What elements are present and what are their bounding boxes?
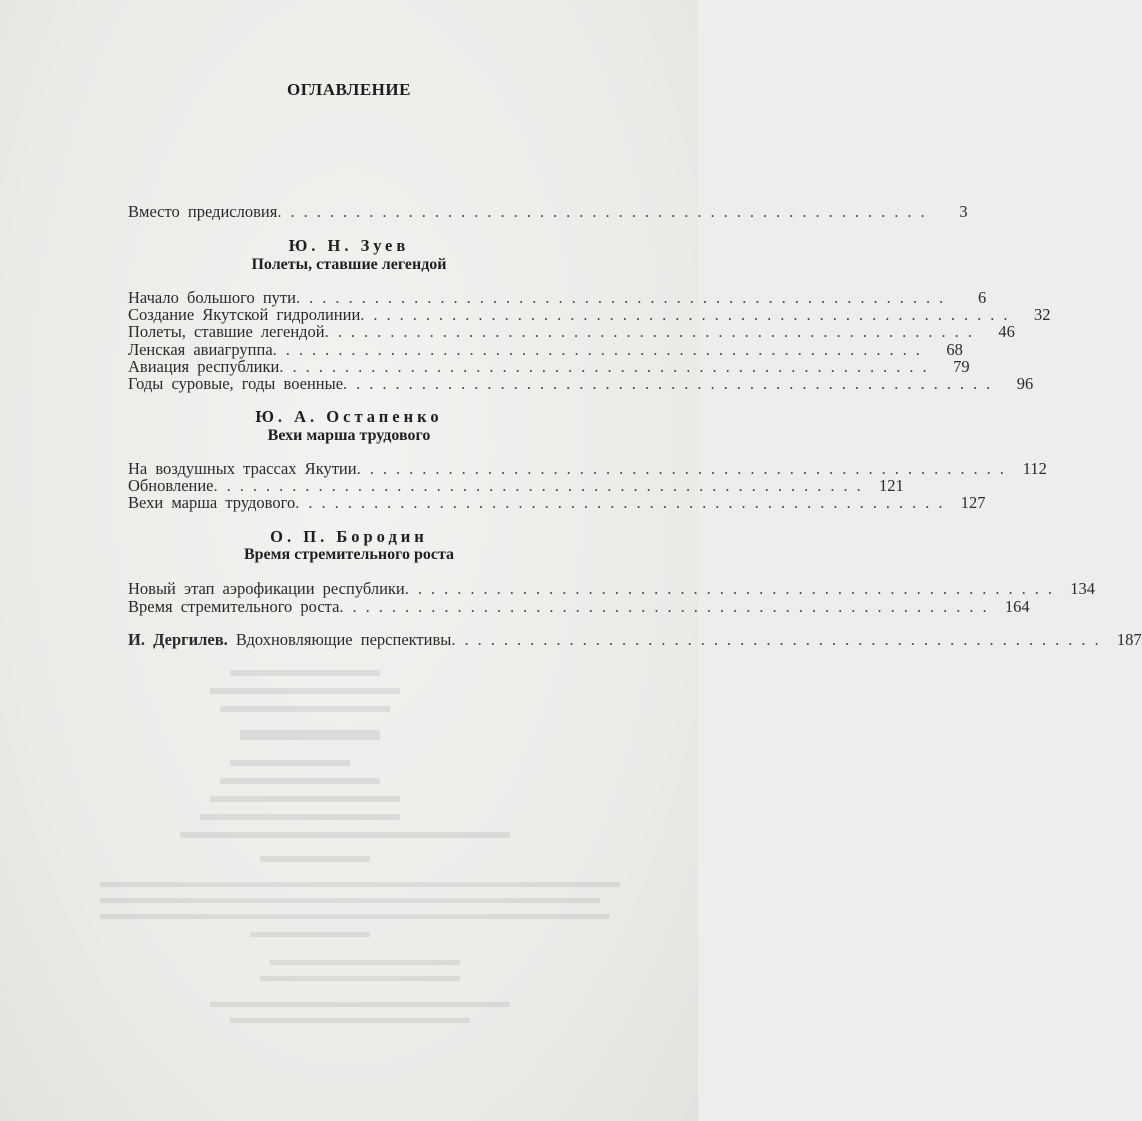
dot-leader: .................................................. bbox=[295, 288, 953, 307]
toc-entry bbox=[128, 579, 1095, 598]
toc-entry-page: 3 bbox=[959, 202, 968, 221]
section-title: Время стремительного роста bbox=[243, 546, 455, 563]
toc-entry bbox=[128, 493, 986, 512]
dot-leader: .................................................. bbox=[339, 597, 996, 616]
dot-leader: .................................................. bbox=[451, 630, 1108, 649]
section-author: Ю. А. Остапенко bbox=[255, 407, 443, 426]
dot-leader: .................................................. bbox=[360, 305, 1017, 324]
toc-entry-page: 32 bbox=[1034, 305, 1051, 324]
dot-leader: .................................................. bbox=[279, 357, 936, 376]
toc-entry-page: 6 bbox=[977, 288, 987, 307]
toc-entry-page: 112 bbox=[1022, 459, 1047, 478]
toc-entry-page: 187 bbox=[1116, 630, 1142, 649]
toc-entry-label: Начало большого пути bbox=[128, 288, 296, 307]
toc-entry-page: 46 bbox=[998, 322, 1015, 341]
final-author: И. Дергилев. bbox=[128, 630, 228, 649]
toc-entry-label: Авиация республики bbox=[128, 357, 280, 376]
dot-leader: .................................................. bbox=[213, 476, 870, 495]
dot-leader: .................................................. bbox=[343, 374, 1000, 393]
toc-entry bbox=[128, 597, 1030, 616]
show-through-lines bbox=[90, 660, 650, 1060]
toc-entry-label: Вехи марша трудового bbox=[128, 493, 296, 512]
toc-entry-label: Обновление bbox=[128, 476, 214, 495]
dot-leader: .................................................. bbox=[272, 340, 929, 359]
toc-entry bbox=[128, 374, 1034, 393]
toc-entry-page: 68 bbox=[946, 340, 963, 359]
toc-entry-label: Полеты, ставшие легендой bbox=[128, 322, 325, 341]
toc-entry-label: Годы суровые, годы военные bbox=[128, 374, 344, 393]
dot-leader: .................................................. bbox=[404, 579, 1061, 598]
toc-entry-final bbox=[128, 630, 1142, 649]
dot-leader: .................................................. bbox=[356, 459, 1013, 478]
toc-entry-page: 79 bbox=[953, 357, 970, 376]
toc-entry-label: Новый этап аэрофикации республики bbox=[128, 579, 405, 598]
toc-entry-label: Вдохновляющие перспективы bbox=[235, 630, 452, 649]
toc-entry-page: 164 bbox=[1004, 597, 1030, 616]
dot-leader: .................................................. bbox=[277, 202, 934, 221]
toc-entry-label: Время стремительного роста bbox=[128, 597, 340, 616]
toc-entry-label: Ленская авиагруппа bbox=[128, 340, 273, 359]
toc-entry bbox=[128, 322, 1015, 341]
toc-entry-page: 127 bbox=[960, 493, 986, 512]
toc-entry-page: 96 bbox=[1016, 374, 1034, 393]
toc-entry-page: 121 bbox=[879, 476, 904, 495]
page-title: ОГЛАВЛЕНИЕ bbox=[287, 80, 411, 99]
dot-leader: .................................................. bbox=[295, 493, 952, 512]
section-author: Ю. Н. Зуев bbox=[288, 236, 410, 255]
toc-entry-label: Создание Якутской гидролинии bbox=[128, 305, 361, 324]
section-title: Вехи марша трудового bbox=[267, 427, 431, 444]
section-author: О. П. Бородин bbox=[270, 527, 428, 546]
toc-entry-intro bbox=[128, 202, 968, 221]
toc-entry-label: На воздушных трассах Якутии bbox=[128, 459, 357, 478]
dot-leader: .................................................. bbox=[324, 322, 981, 341]
section-title: Полеты, ставшие легендой bbox=[251, 256, 447, 273]
toc-entry-page: 134 bbox=[1070, 579, 1095, 598]
toc-entry-label: Вместо предисловия bbox=[128, 202, 278, 221]
show-through-texture bbox=[90, 660, 650, 1060]
